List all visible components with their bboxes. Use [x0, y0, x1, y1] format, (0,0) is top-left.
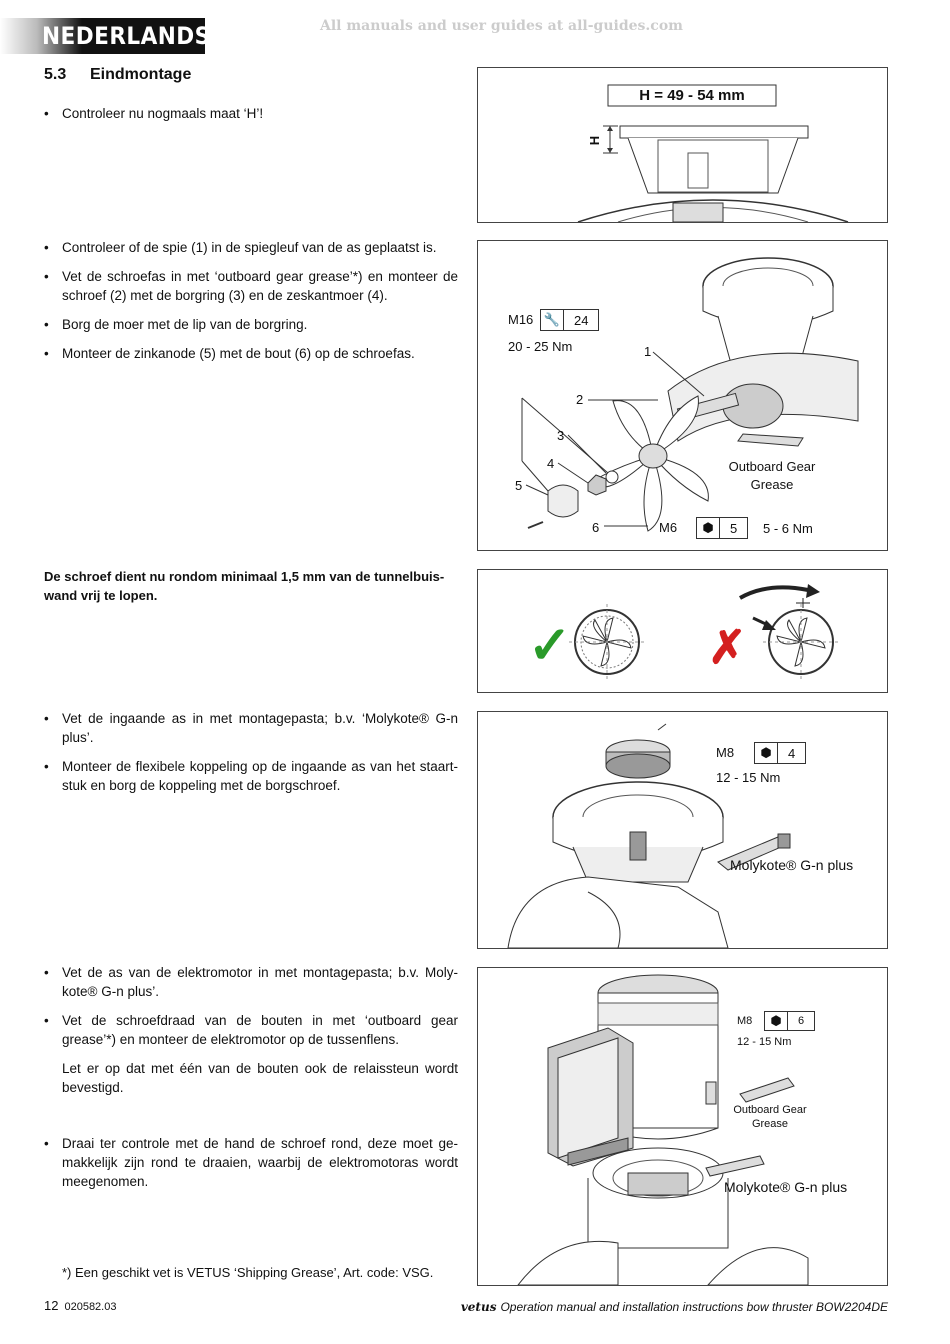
- motor-molykote-label: Molykote® G-n plus: [724, 1179, 848, 1195]
- grease-label: Outboard Gear Grease: [728, 459, 816, 492]
- molykote-label: Molykote® G-n plus: [730, 857, 854, 873]
- callout-2: 2: [576, 392, 584, 407]
- hex-icon: ⬢: [765, 1012, 788, 1030]
- page-number: 12: [44, 1298, 59, 1313]
- hex-icon: ⬢: [697, 518, 720, 538]
- hex-icon: ⬢: [755, 743, 778, 763]
- figure-propeller-assembly: [477, 240, 888, 551]
- electromotor-drawing: [478, 968, 887, 1285]
- instructions-block-1: [44, 104, 458, 133]
- brand-logo: vetus: [460, 1300, 497, 1314]
- figure-electromotor: [477, 967, 888, 1286]
- coupling-drawing: [478, 712, 887, 948]
- callout-3: 3: [557, 428, 565, 443]
- cross-icon: ✗: [708, 621, 747, 673]
- instructions-block-2: [44, 238, 458, 373]
- propeller-bad-icon: [763, 604, 839, 680]
- small-torque-label: 5 - 6 Nm: [763, 521, 813, 536]
- torque-label: 20 - 25 Nm: [508, 339, 573, 354]
- h-dimension-label: H = 49 - 54 mm: [639, 87, 745, 104]
- watermark: All manuals and user guides at all-guides.com: [320, 18, 683, 34]
- bullet-item: • Vet de as van de elektromotor in met montagepasta; b.v. Moly-kote® G-n plus’.: [44, 963, 458, 1001]
- language-tab: [0, 18, 211, 54]
- h-letter: H: [587, 135, 603, 146]
- bullet-item: • Vet de schroefas in met ‘outboard gear grease’*) en monteer de schroef (2) met de borgring (3) en de zeskantmoer (4).: [44, 267, 458, 305]
- footer-title: [461, 1300, 888, 1314]
- section-heading: Eindmontage: [90, 66, 192, 83]
- wrench-size: 24: [574, 312, 589, 328]
- footnote: *) Een geschikt vet is VETUS ‘Shipping Grease’, Art. code: VSG.: [62, 1265, 434, 1280]
- bullet-item: • Borg de moer met de lip van de borgring.: [44, 315, 458, 334]
- wrench-size-box: [540, 309, 599, 331]
- motor-hex-size: 6: [798, 1015, 805, 1027]
- figure-coupling: [477, 711, 888, 949]
- hex-key-box: [696, 517, 748, 539]
- bullet-item: • Controleer nu nogmaals maat ‘H’!: [44, 104, 458, 123]
- language-label: NEDERLANDS: [42, 22, 211, 50]
- callout-1: 1: [644, 344, 652, 359]
- checkmark-icon: ✓: [528, 617, 572, 675]
- figure-h-measurement: [477, 67, 888, 223]
- bullet-item: • Monteer de zinkanode (5) met de bout (6) op de schroefas.: [44, 344, 458, 363]
- clearance-note: De schroef dient nu rondom minimaal 1,5 mm van de tunnelbuis-wand vrij te lopen.: [44, 569, 445, 603]
- callout-6: 6: [592, 520, 600, 535]
- bullet-item: • Monteer de flexibele koppeling op de ingaande as van het staart-stuk en borg de koppeling met de borgschroef.: [44, 757, 458, 795]
- small-thread-label: M6: [659, 520, 678, 535]
- manual-title: Operation manual and installation instructions bow thruster BOW2204DE: [500, 1300, 888, 1314]
- coupling-hex-size: 4: [788, 745, 796, 761]
- section-title: [44, 66, 191, 84]
- wrench-icon: 🔧: [541, 310, 564, 330]
- note-paragraph: Let er op dat met één van de bouten ook de relaissteun wordt bevestigd.: [62, 1061, 458, 1095]
- callout-5: 5: [515, 478, 523, 493]
- figure-clearance-check: [477, 569, 888, 693]
- motor-grease-label: Outboard Gear Grease: [733, 1104, 807, 1130]
- bullet-item: • Vet de ingaande as in met montagepasta; b.v. ‘Molykote® G-n plus’.: [44, 709, 458, 747]
- callout-4: 4: [547, 456, 555, 471]
- thread-size-label: M16: [508, 312, 534, 327]
- instructions-block-5: [44, 1134, 458, 1201]
- propeller-exploded-drawing: [478, 241, 887, 550]
- bullet-item: • Controleer of de spie (1) in de spiegleuf van de as geplaatst is.: [44, 238, 458, 257]
- coupling-thread-label: M8: [716, 745, 735, 760]
- section-number: 5.3: [44, 66, 67, 83]
- document-code: 020582.03: [64, 1301, 117, 1313]
- motor-thread-label: M8: [737, 1015, 753, 1027]
- bullet-item: • Draai ter controle met de hand de schroef rond, deze moet ge-makkelijk zijn rond te draaien, waarbij de elektromotoras wordt meegenomen.: [44, 1134, 458, 1191]
- footer-page-info: [44, 1298, 116, 1313]
- hex-size: 5: [730, 520, 738, 536]
- propeller-ok-icon: [569, 604, 645, 680]
- motor-torque-label: 12 - 15 Nm: [737, 1036, 792, 1048]
- coupling-hex-box: [754, 742, 806, 764]
- coupling-torque-label: 12 - 15 Nm: [716, 770, 781, 785]
- motor-hex-box: [764, 1011, 815, 1031]
- bullet-item: • Vet de schroefdraad van de bouten in met ‘outboard gear grease’*) en monteer de elektromotor op de tussenflens.: [44, 1011, 458, 1049]
- instructions-block-4: [44, 963, 458, 1107]
- instructions-block-3: [44, 709, 458, 805]
